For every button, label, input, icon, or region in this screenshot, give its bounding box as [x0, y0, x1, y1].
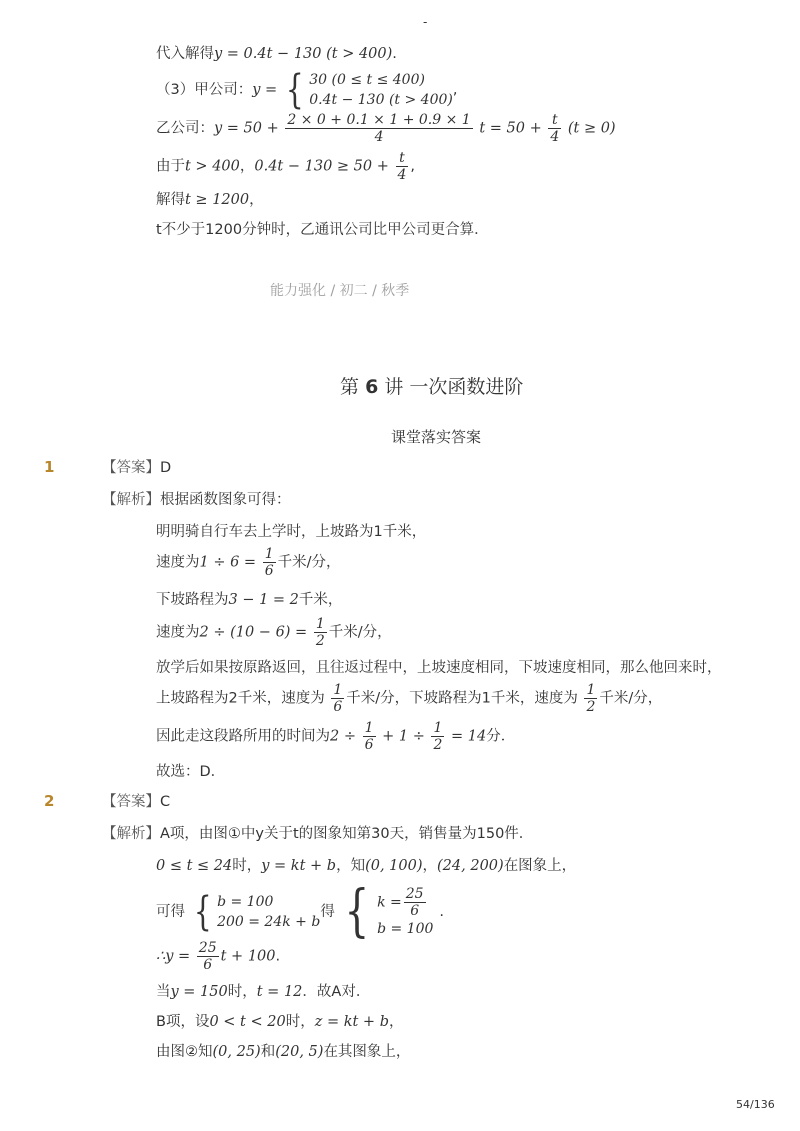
- prev-line-5: 解得t ≥ 1200，: [156, 192, 264, 208]
- left-brace-icon: {: [344, 879, 370, 944]
- q2-analysis: 【解析】A项，由图①中y关于t的图象知第30天，销售量为150件．: [102, 826, 534, 842]
- chapter-title: 第 6 讲 一次函数进阶: [340, 376, 524, 398]
- left-brace-icon: {: [285, 67, 304, 113]
- q1-step-3: 下坡路程为3 − 1 = 2千米，: [156, 592, 343, 608]
- page-number: 54/136: [736, 1098, 775, 1111]
- prev-line-1: 代入解得y = 0.4t − 130 (t > 400).: [156, 46, 397, 62]
- question-number-1: 1: [44, 458, 55, 476]
- q2-step-5: B项，设0 < t < 20时，z = kt + b，: [156, 1014, 404, 1030]
- q1-step-1: 明明骑自行车去上学时，上坡路为1千米，: [156, 524, 427, 540]
- prev-line-4: 由于t > 400，0.4t − 130 ≥ 50 + $\frac{t}{4}$ ,: [156, 150, 416, 183]
- q2-step-2: 可得 { b = 100 200 = 24k + b 得 { k = $\frac{25}{6}$ b = 100 .: [156, 879, 444, 944]
- section-footer: 能力强化 / 初二 / 秋季: [270, 283, 410, 299]
- q2-step-4: 当y = 150时，t = 12．故A对．: [156, 984, 371, 1000]
- q2-step-6: 由图②知(0, 25)和(20, 5)在其图象上，: [156, 1044, 411, 1060]
- q2-answer: 【答案】C: [102, 794, 171, 810]
- q2-step-1: 0 ≤ t ≤ 24时，y = kt + b，知(0, 100)，(24, 200)在图象上，: [156, 858, 577, 874]
- q1-analysis: 【解析】根据函数图象可得：: [102, 492, 291, 508]
- question-number-2: 2: [44, 792, 55, 810]
- system-equations-2: k = $\frac{25}{6}$ b = 100: [377, 885, 434, 937]
- section-subtitle: 课堂落实答案: [391, 428, 482, 446]
- prev-line-6: t不少于1200分钟时，乙通讯公司比甲公司更合算．: [156, 222, 489, 238]
- system-equations-1: b = 100 200 = 24k + b: [217, 894, 321, 930]
- q1-step-2: 速度为1 ÷ 6 = $\frac{1}{6}$ 千米/分，: [156, 546, 341, 579]
- prev-line-2: （3）甲公司：y = { 30 (0 ≤ t ≤ 400) 0.4t − 130 (t > 400) ,: [156, 67, 458, 113]
- piecewise-cases: 30 (0 ≤ t ≤ 400) 0.4t − 130 (t > 400): [309, 72, 453, 108]
- q2-step-3: ∴y = $\frac{25}{6}$ t + 100.: [156, 940, 281, 973]
- q1-step-8: 故选：D．: [156, 764, 226, 780]
- q1-answer: 【答案】D: [102, 460, 172, 476]
- top-mark: -: [423, 15, 428, 29]
- prev-line-3: 乙公司：y = 50 + $\frac{2 \times 0 + 0.1 \times 1 + 0.9 \times 1}{4}$ t = 50 + $\frac{t}{4}$ (t ≥ 0): [156, 112, 616, 145]
- q1-step-7: 因此走这段路所用的时间为2 ÷ $\frac{1}{6}$ + 1 ÷ $\frac{1}{2}$ = 14分．: [156, 720, 516, 753]
- q1-step-4: 速度为2 ÷ (10 − 6) = $\frac{1}{2}$ 千米/分，: [156, 616, 392, 649]
- q1-step-6: 上坡路程为2千米，速度为 $\frac{1}{6}$ 千米/分，下坡路程为1千米，速度为 $\frac{1}{2}$ 千米/分，: [156, 682, 663, 715]
- left-brace-icon: {: [193, 889, 212, 935]
- q1-step-5: 放学后如果按原路返回，且往返过程中，上坡速度相同，下坡速度相同，那么他回来时，: [156, 660, 722, 676]
